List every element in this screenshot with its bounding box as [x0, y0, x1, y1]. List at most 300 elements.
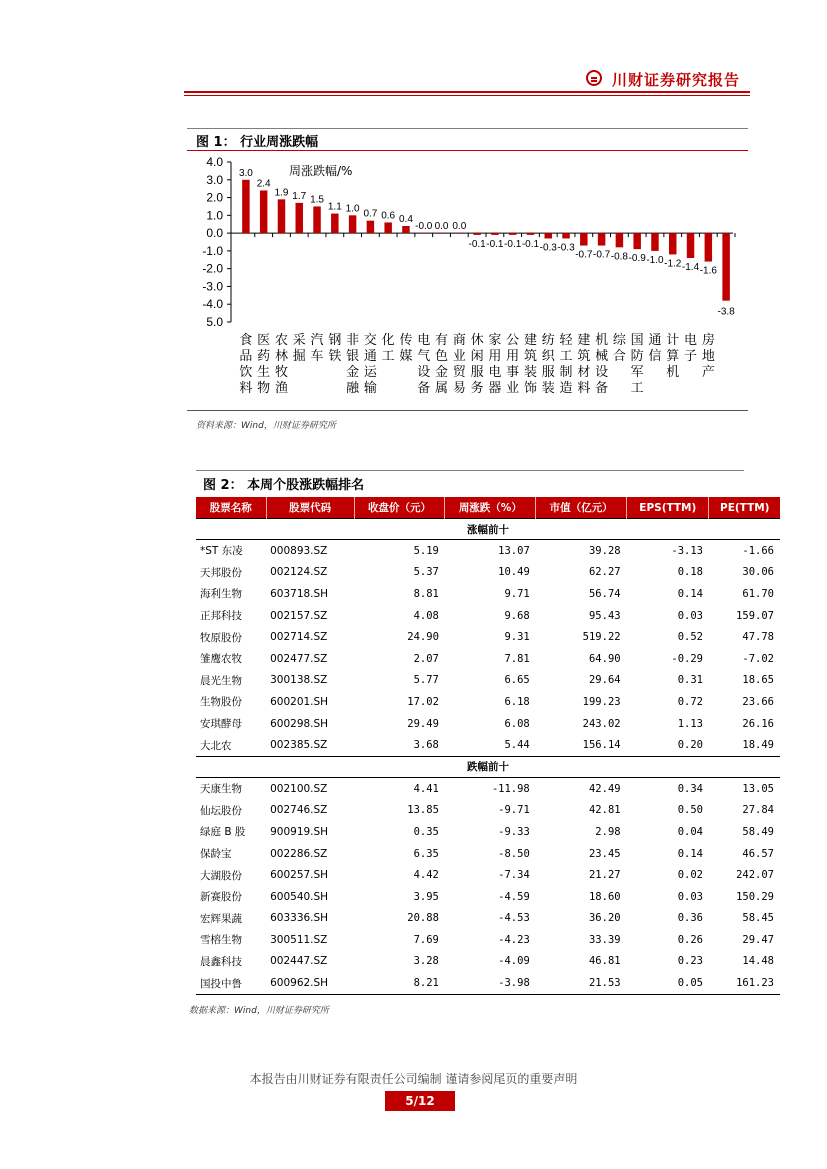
- figure2-source: 数据来源：Wind，川财证券研究所: [189, 1006, 329, 1016]
- table-cell: 海利生物: [200, 588, 242, 601]
- category-label: 机: [595, 333, 609, 348]
- table-cell: 3.68: [413, 739, 439, 752]
- table-cell: *ST 东凌: [200, 545, 243, 558]
- table-cell: -7.02: [742, 652, 774, 665]
- column-header: 市值（亿元）: [536, 497, 627, 519]
- chart-bar: [260, 190, 267, 233]
- category-label: 化: [381, 333, 395, 348]
- table-row: [196, 670, 780, 692]
- category-label: 品: [239, 349, 253, 364]
- category-label: 金: [346, 365, 360, 380]
- category-label: 车: [310, 349, 324, 364]
- chart-bar: [705, 233, 712, 261]
- table-cell: 13.07: [498, 544, 530, 557]
- chart-bar: [509, 233, 516, 235]
- table-cell: 46.57: [742, 847, 774, 860]
- chart-bar: [313, 206, 320, 233]
- table-cell: 天康生物: [200, 783, 242, 796]
- bar-value-label: -0.9: [628, 253, 646, 265]
- category-label: 工: [630, 381, 644, 396]
- table-cell: -3.13: [671, 544, 703, 557]
- table-cell: 002447.SZ: [270, 955, 328, 968]
- category-label: 服: [541, 365, 555, 380]
- table-cell: 天邦股份: [200, 566, 242, 579]
- table-cell: 002477.SZ: [270, 652, 328, 665]
- bar-value-label: 0.6: [381, 210, 396, 222]
- table-cell: 600298.SH: [270, 717, 329, 730]
- table-cell: 002100.SZ: [270, 782, 328, 795]
- table-cell: 雏鹰农牧: [200, 653, 242, 666]
- column-header: 股票代码: [266, 497, 354, 519]
- table-cell: -4.23: [498, 933, 530, 946]
- chart-bar: [545, 233, 552, 238]
- category-label: 林: [274, 349, 288, 364]
- chart-bar: [580, 233, 587, 245]
- category-label: 轻: [559, 333, 573, 348]
- category-label: 电: [488, 365, 502, 380]
- category-label: 闲: [470, 349, 484, 364]
- table-cell: 95.43: [588, 609, 621, 622]
- table-cell: 242.07: [736, 869, 774, 882]
- category-label: 传: [399, 333, 413, 348]
- table-row: [196, 777, 780, 799]
- table-cell: 晨光生物: [200, 674, 242, 687]
- category-label: 材: [577, 365, 591, 380]
- category-label: 药: [257, 349, 271, 364]
- bar-value-label: -0.7: [575, 249, 593, 261]
- table-cell: 大北农: [200, 739, 232, 752]
- table-cell: 0.34: [677, 782, 703, 795]
- chart-bar: [296, 203, 303, 233]
- table-cell: 46.81: [588, 955, 621, 968]
- y-tick-label: -1.0: [202, 243, 223, 258]
- category-label: 国: [630, 333, 644, 348]
- table-row: [196, 886, 780, 908]
- table-cell: 002385.SZ: [270, 739, 328, 752]
- category-label: 服: [470, 365, 484, 380]
- table-cell: 21.53: [536, 972, 627, 994]
- table-cell: 002746.SZ: [270, 804, 328, 817]
- header-divider: [184, 91, 750, 93]
- figure2-top-rule: [196, 470, 744, 471]
- table-row: [196, 691, 780, 713]
- footer-disclaimer: 本报告由川财证券有限责任公司编制 谨请参阅尾页的重要声明: [249, 1072, 578, 1086]
- table-cell: 58.45: [742, 912, 774, 925]
- figure1-source: 资料来源：Wind，川财证券研究所: [196, 421, 336, 431]
- page-number: 5/12: [385, 1091, 455, 1111]
- table-cell: 10.49: [498, 566, 530, 579]
- table-cell: 17.02: [407, 695, 439, 708]
- category-label: 料: [577, 381, 591, 396]
- category-label: 色: [435, 349, 449, 364]
- table-row: [196, 951, 780, 973]
- chart-bar: [384, 222, 391, 233]
- category-label: 医: [257, 333, 271, 348]
- table-cell: 正邦科技: [200, 610, 242, 623]
- category-label: 饰: [523, 381, 537, 396]
- category-label: 料: [239, 381, 253, 396]
- table-cell: -3.98: [445, 972, 536, 994]
- table-cell: 0.18: [677, 566, 703, 579]
- table-cell: 14.48: [742, 955, 774, 968]
- chart-bar: [349, 215, 356, 233]
- category-label: 汽: [310, 333, 324, 348]
- bar-value-label: -0.8: [610, 251, 629, 263]
- table-cell: 0.50: [677, 804, 703, 817]
- table-cell: -11.98: [491, 782, 530, 795]
- category-label: 电: [417, 333, 431, 348]
- bar-value-label: -3.8: [717, 306, 735, 318]
- bar-value-label: 1.7: [292, 190, 307, 202]
- bar-value-label: -1.2: [664, 258, 682, 270]
- table-cell: 64.90: [588, 652, 621, 665]
- table-cell: 安琪酵母: [200, 718, 242, 731]
- bar-value-label: 1.1: [327, 201, 342, 213]
- table-cell: 30.06: [742, 566, 774, 579]
- category-label: 建: [523, 333, 537, 348]
- bar-value-label: -0.0: [415, 221, 433, 233]
- chart-bar: [562, 233, 569, 238]
- category-label: 子: [684, 349, 698, 364]
- table-cell: 243.02: [582, 717, 621, 730]
- y-tick-label: 1.0: [206, 208, 223, 223]
- table-row: [196, 972, 780, 994]
- category-label: 生: [257, 365, 271, 380]
- table-cell: 18.60: [588, 890, 621, 903]
- bar-value-label: -0.1: [486, 238, 504, 250]
- chart-bar: [438, 233, 445, 234]
- table-cell: -0.29: [671, 652, 703, 665]
- table-cell: 156.14: [582, 739, 621, 752]
- stock-ranking-table: [196, 497, 780, 995]
- category-label: 易: [452, 381, 466, 396]
- table-row: [196, 540, 780, 562]
- table-cell: 29.49: [407, 717, 439, 730]
- table-cell: 600962.SH: [266, 972, 354, 994]
- table-cell: 56.74: [588, 587, 621, 600]
- category-label: 钢: [328, 333, 342, 348]
- table-cell: 2.98: [595, 825, 621, 838]
- table-row: [196, 821, 780, 843]
- category-label: 器: [488, 381, 502, 396]
- table-cell: 0.23: [677, 955, 703, 968]
- table-cell: 4.42: [413, 869, 439, 882]
- table-cell: 4.41: [413, 782, 439, 795]
- table-cell: 42.81: [588, 804, 621, 817]
- column-header: 周涨跌（%）: [445, 497, 536, 519]
- category-label: 织: [541, 349, 555, 364]
- category-label: 银: [346, 349, 360, 364]
- bar-value-label: -0.1: [521, 238, 540, 250]
- category-label: 用: [506, 349, 520, 364]
- category-label: 设: [417, 365, 431, 380]
- category-label: 备: [417, 381, 431, 396]
- table-cell: 29.47: [742, 933, 774, 946]
- category-label: 家: [488, 333, 502, 348]
- table-cell: 5.19: [413, 544, 439, 557]
- industry-weekly-change-chart: [187, 150, 748, 408]
- bar-value-label: -0.1: [504, 238, 522, 250]
- category-label: 食: [239, 333, 253, 348]
- table-cell: 1.13: [677, 717, 703, 730]
- table-cell: 300511.SZ: [270, 933, 328, 946]
- category-label: 牧: [274, 365, 288, 380]
- column-header: EPS(TTM): [627, 497, 709, 519]
- category-label: 房: [701, 333, 715, 348]
- table-cell: 600201.SH: [270, 695, 329, 708]
- table-cell: 仙坛股份: [200, 804, 242, 817]
- table-row: [196, 800, 780, 822]
- table-cell: 13.05: [742, 782, 774, 795]
- category-label: 造: [559, 381, 573, 396]
- table-cell: 27.84: [742, 804, 774, 817]
- chart-bar: [402, 226, 409, 233]
- table-cell: -7.34: [498, 869, 530, 882]
- table-cell: 199.23: [582, 695, 621, 708]
- table-cell: 002286.SZ: [270, 847, 328, 860]
- category-label: 产: [701, 365, 715, 380]
- bar-value-label: -1.4: [681, 262, 700, 273]
- table-row: [196, 713, 780, 735]
- figure1-title: 图 1： 行业周涨跌幅: [196, 135, 319, 150]
- table-cell: 900919.SH: [270, 825, 329, 838]
- table-cell: 8.21: [354, 972, 445, 994]
- table-row: [196, 734, 780, 756]
- table-cell: 13.85: [407, 804, 439, 817]
- table-cell: 国投中鲁: [196, 972, 266, 994]
- y-tick-label: 0.0: [206, 226, 223, 241]
- table-cell: 牧原股份: [200, 631, 242, 644]
- table-cell: 0.04: [677, 825, 703, 838]
- header-divider-thin: [184, 95, 750, 96]
- category-label: 采: [292, 333, 306, 348]
- chart-bar: [456, 233, 463, 234]
- table-cell: 603718.SH: [270, 587, 329, 600]
- chart-bar: [633, 233, 640, 249]
- category-label: 渔: [274, 381, 288, 396]
- section-label: 涨幅前十: [196, 519, 780, 540]
- category-label: 休: [470, 333, 484, 348]
- bar-value-label: 1.5: [310, 194, 324, 206]
- table-cell: 39.28: [588, 544, 621, 557]
- bar-value-label: -0.3: [557, 242, 575, 254]
- table-cell: 6.35: [413, 847, 439, 860]
- bar-value-label: 2.4: [256, 178, 271, 190]
- table-cell: 0.72: [677, 695, 703, 708]
- bar-value-label: 1.0: [345, 203, 360, 215]
- table-row: [196, 583, 780, 605]
- category-label: 用: [488, 349, 502, 364]
- category-label: 非: [346, 333, 360, 348]
- category-label: 通: [648, 333, 662, 348]
- category-label: 信: [648, 349, 662, 364]
- category-label: 有: [435, 333, 449, 348]
- table-cell: 6.18: [504, 695, 530, 708]
- category-label: 饮: [239, 365, 253, 380]
- table-header-row: [196, 497, 780, 519]
- category-label: 商: [452, 333, 466, 348]
- chart-bar: [651, 233, 658, 251]
- table-cell: 002124.SZ: [270, 566, 328, 579]
- y-tick-label: 3.0: [206, 172, 223, 187]
- table-cell: 18.49: [742, 739, 774, 752]
- category-label: 装: [523, 365, 537, 380]
- table-cell: -9.71: [498, 804, 530, 817]
- table-cell: 3.28: [413, 955, 439, 968]
- table-cell: 161.23: [709, 972, 780, 994]
- table-cell: 7.69: [413, 933, 439, 946]
- category-label: 业: [452, 349, 466, 364]
- table-row: [196, 648, 780, 670]
- bar-value-label: 3.0: [238, 167, 253, 179]
- chart-bar: [722, 233, 729, 301]
- table-cell: 5.77: [413, 674, 439, 687]
- table-cell: 大湖股份: [200, 869, 242, 882]
- category-label: 防: [630, 349, 644, 364]
- chart-bar: [491, 233, 498, 235]
- y-tick-label: -2.0: [202, 261, 223, 276]
- bar-value-label: -0.1: [468, 238, 486, 250]
- table-cell: 36.20: [588, 912, 621, 925]
- category-label: 机: [666, 365, 680, 380]
- table-row: [196, 864, 780, 886]
- category-label: 建: [577, 333, 591, 348]
- legend-label: 周涨跌幅/%: [289, 164, 353, 178]
- table-row: [196, 843, 780, 865]
- table-cell: 519.22: [582, 631, 621, 644]
- chart-bar: [669, 233, 676, 254]
- category-label: 军: [630, 365, 644, 380]
- category-label: 事: [506, 365, 520, 380]
- table-cell: 23.66: [742, 695, 774, 708]
- table-cell: 6.08: [504, 717, 530, 730]
- category-label: 气: [417, 349, 431, 364]
- table-cell: 6.65: [504, 674, 530, 687]
- table-cell: 603336.SH: [270, 912, 329, 925]
- table-cell: 150.29: [736, 890, 774, 903]
- y-tick-label: 2.0: [206, 190, 223, 205]
- category-label: 输: [363, 381, 377, 396]
- table-cell: 9.71: [504, 587, 530, 600]
- table-cell: 18.65: [742, 674, 774, 687]
- category-label: 算: [666, 349, 680, 364]
- category-label: 农: [274, 333, 288, 348]
- table-cell: 0.14: [677, 847, 703, 860]
- table-cell: 23.45: [588, 847, 621, 860]
- table-cell: 47.78: [742, 631, 774, 644]
- table-cell: 58.49: [742, 825, 774, 838]
- figure1-bottom-rule: [187, 410, 748, 411]
- bar-value-label: 0.4: [399, 214, 413, 225]
- category-label: 合: [612, 349, 626, 364]
- table-cell: 9.31: [504, 631, 530, 644]
- category-label: 务: [470, 381, 484, 396]
- table-cell: -1.66: [742, 544, 774, 557]
- y-tick-label: 5.0: [206, 315, 223, 329]
- category-label: 地: [701, 349, 715, 364]
- table-cell: 0.35: [413, 825, 439, 838]
- category-label: 计: [666, 333, 680, 348]
- table-cell: 0.52: [677, 631, 703, 644]
- table-cell: 26.16: [742, 717, 774, 730]
- column-header: 收盘价（元）: [354, 497, 445, 519]
- table-cell: 21.27: [588, 869, 621, 882]
- category-label: 属: [435, 381, 449, 396]
- brand-logo-icon: [586, 70, 602, 86]
- category-label: 工: [381, 349, 395, 364]
- table-cell: 8.81: [413, 587, 439, 600]
- category-label: 装: [541, 381, 555, 396]
- chart-bar: [598, 233, 605, 245]
- table-cell: 002157.SZ: [270, 609, 328, 622]
- table-cell: 20.88: [407, 912, 439, 925]
- column-header: PE(TTM): [709, 497, 780, 519]
- category-label: 纺: [541, 333, 555, 348]
- table-row: [196, 626, 780, 648]
- category-label: 筑: [523, 349, 537, 364]
- table-cell: 42.49: [588, 782, 621, 795]
- table-cell: 0.03: [677, 609, 703, 622]
- bar-value-label: 1.9: [274, 187, 289, 199]
- chart-bar: [616, 233, 623, 247]
- table-cell: 7.81: [504, 652, 530, 665]
- bar-value-label: -1.6: [699, 265, 717, 277]
- table-cell: 002714.SZ: [270, 631, 328, 644]
- table-cell: 新赛股份: [200, 891, 242, 904]
- table-row: [196, 908, 780, 930]
- table-cell: 9.68: [504, 609, 530, 622]
- section-label: 跌幅前十: [196, 756, 780, 777]
- chart-bar: [420, 233, 427, 234]
- table-cell: 雪榕生物: [200, 934, 242, 947]
- category-label: 工: [559, 349, 573, 364]
- category-label: 制: [559, 365, 573, 380]
- table-cell: 5.37: [413, 566, 439, 579]
- table-cell: 000893.SZ: [270, 544, 328, 557]
- category-label: 业: [506, 381, 520, 396]
- table-cell: 61.70: [742, 587, 774, 600]
- table-cell: 生物股份: [200, 696, 242, 709]
- y-tick-label: -4.0: [202, 297, 223, 312]
- category-label: 融: [346, 381, 360, 396]
- table-cell: 0.14: [677, 587, 703, 600]
- table-cell: 0.02: [677, 869, 703, 882]
- table-cell: -9.33: [498, 825, 530, 838]
- category-label: 运: [363, 365, 377, 380]
- table-cell: 0.36: [677, 912, 703, 925]
- bar-value-label: 0.7: [363, 208, 378, 220]
- category-label: 械: [595, 349, 609, 364]
- report-header-title: 川财证券研究报告: [612, 71, 741, 89]
- y-tick-label: 4.0: [206, 155, 223, 169]
- category-label: 铁: [328, 349, 342, 364]
- bar-value-label: -0.3: [539, 242, 557, 254]
- category-label: 公: [506, 333, 520, 348]
- category-label: 设: [595, 365, 609, 380]
- table-cell: 绿庭 B 股: [200, 826, 246, 839]
- category-label: 金: [435, 365, 449, 380]
- table-row: [196, 605, 780, 627]
- table-cell: 600257.SH: [270, 869, 329, 882]
- table-cell: 0.31: [677, 674, 703, 687]
- table-cell: 保龄宝: [200, 848, 232, 861]
- table-cell: 600540.SH: [270, 890, 329, 903]
- table-cell: -8.50: [498, 847, 530, 860]
- table-cell: 62.27: [588, 566, 621, 579]
- y-tick-label: -3.0: [202, 279, 223, 294]
- table-cell: 24.90: [407, 631, 439, 644]
- table-cell: -4.59: [498, 890, 530, 903]
